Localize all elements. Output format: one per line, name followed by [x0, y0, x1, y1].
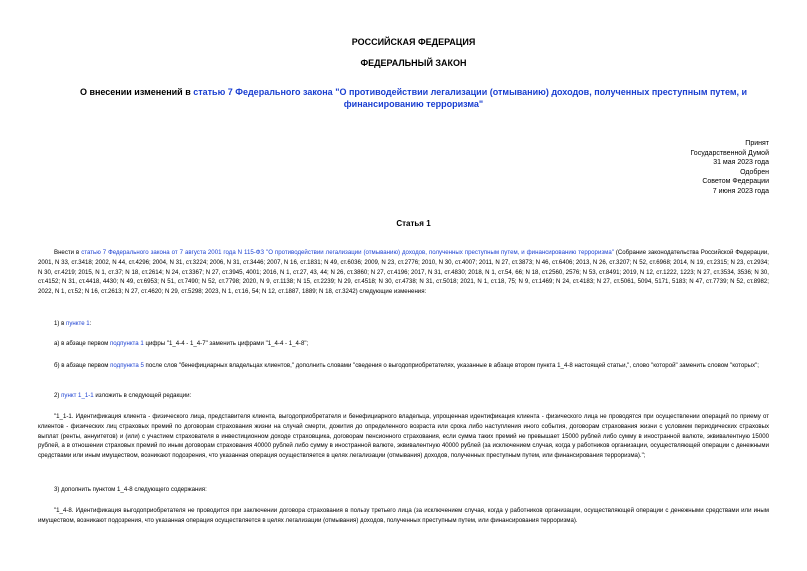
law-title	[60, 86, 767, 110]
adoption-line: Одобрен	[740, 168, 769, 176]
law-title-prefix: О внесении изменений в	[79, 87, 194, 97]
quote-1-4-8: "1_4-8. Идентификация выгодоприобретателя не проводится при заключении договора страхования в пользу третьего лица (за исключением случая, когда у работников организации, осуществляющей операции с денежными средствами или иным имуществом, возникают подозрения, что указанная операция осуществляется в целях легализации (отмывания) доходов, полученных преступным путем, или финансирования терроризма).	[38, 507, 769, 524]
item-1a-prefix: а) в абзаце первом	[54, 340, 110, 347]
item-1-suffix: :	[89, 320, 92, 327]
intro-law-link[interactable]: статью 7 Федерального закона от 7 августа 2001 года N 115-ФЗ "О противодействии легализации (отмыванию) доходов, полученных преступным путем, и финансированию терроризма"	[81, 249, 614, 256]
item-1	[54, 320, 91, 327]
adoption-line: 31 мая 2023 года	[713, 159, 769, 166]
item-2-suffix: изложить в следующей редакции:	[93, 392, 192, 399]
law-title-link[interactable]: статью 7 Федерального закона "О противодействии легализации (отмыванию) доходов, полученных преступным путем, и финансированию терроризма"	[193, 87, 748, 109]
doc-type-heading: ФЕДЕРАЛЬНЫЙ ЗАКОН	[360, 58, 467, 68]
item-1b-suffix: после слов "бенефициарных владельцах клиентов," дополнить словами "сведения о выгодоприобретателях, указанные в абзаце втором пункта 1_4-8 настоящей статьи,", слово "которой" заменить словом "которых";	[143, 362, 759, 369]
item-2-link[interactable]: пункт 1_1-1	[61, 392, 94, 399]
adoption-line: Советом Федерации	[702, 178, 769, 185]
country-heading: РОССИЙСКАЯ ФЕДЕРАЦИЯ	[351, 37, 476, 47]
intro-paragraph	[38, 248, 769, 297]
adoption-block	[609, 139, 769, 196]
item-1b-link[interactable]: подпункта 5	[110, 362, 144, 369]
item-2-prefix: 2)	[54, 392, 62, 399]
item-1b-prefix: б) в абзаце первом	[54, 362, 111, 369]
article-heading: Статья 1	[396, 219, 431, 228]
item-2	[54, 392, 191, 399]
quote-1-1: "1_1-1. Идентификация клиента - физического лица, представителя клиента, выгодоприобретателя и бенефициарного владельца, упрощенная идентификация клиента - физического лица не проводятся при осуществлении операций по приему от клиентов - физических лиц страховых премий по договорам страхования жизни на случай смерти, дожития до определенного возраста или срока либо наступления иного события, договорам страхования жизни с условием периодических страховых выплат (ренты, аннуитетов) и (или) с участием страхователя в инвестиционном доходе страховщика, договорам пенсионного страхования, если сумма таких премий не превышает 15000 рублей либо сумму в иностранной валюте, эквивалентную 15000 рублей, а в отношении страховых премий по иным договорам страхования 40000 рублей либо сумму в иностранной валюте, эквивалентную 40000 рублей (за исключением случая, когда у работников организации, осуществляющей операции с денежными средствами или иным имуществом, возникают подозрения, что указанная операция осуществляется в целях легализации (отмывания) доходов, полученных преступным путем, или финансирования терроризма).";	[38, 413, 769, 460]
adoption-line: Принят	[745, 140, 769, 147]
item-1a	[54, 340, 308, 347]
item-1b	[38, 361, 769, 371]
item-3: 3) дополнить пунктом 1_4-8 следующего содержания:	[54, 486, 207, 493]
item-1a-link[interactable]: подпункта 1	[110, 340, 144, 347]
item-1-link[interactable]: пункте 1	[66, 320, 90, 327]
intro-citation: (Собрание законодательства Российской Федерации, 2001, N 33, ст.3418; 2002, N 44, ст.4296; 2004, N 31, ст.3224; 2006, N 31, ст.3446; 2007, N 16, ст.1831; N 49, ст.6036; 2009, N 23, ст.2776; 2010, N 30, ст.4007; 2011, N 27, ст.3873; N 46, ст.6406; 2013, N 26, ст.3207; N 52, ст.6968; 2014, N 19, ст.2315; N 23, ст.2934; N 30, ст.4219; 2015, N 1, ст.37; N 18, ст.2614; N 24, ст.3367; N 27, ст.3945, 4001; 2016, N 1, ст.27, 43, 44; N 26, ст.3860; N 27, ст.4196; 2017, N 31, ст.4830; 2018, N 1, ст.54, 66; N 18, ст.2560, 2576; N 53, ст.8491; 2019, N 12, ст.1222, 1223; N 27, ст.3534, 3536; N 30, ст.4152; N 31, ст.4418, 4430; N 49, ст.6953; N 51, ст.7490; N 52, ст.7798; 2020, N 9, ст.1138; N 15, ст.2239; N 29, ст.4518; N 30, ст.4738; N 31, ст.5018; 2021, N 1, ст.18, 75; N 9, ст.1469; N 24, ст.4183; N 27, ст.5061, 5094, 5171, 5183; N 47, ст.7739; N 52, ст.8982; 2022, N 1, ст.52; N 16, ст.2613; N 27, ст.4620; N 29, ст.5298; 2023, N 1, ст.16, 54; N 12, ст.1887, 1889; N 18, ст.3242) следующие изменения:	[38, 249, 769, 296]
item-1-prefix: 1) в	[54, 320, 67, 327]
intro-prefix: Внести в	[54, 249, 82, 256]
item-1a-suffix: цифры "1_4-4 - 1_4-7" заменить цифрами "1_4-4 - 1_4-8";	[143, 340, 309, 347]
adoption-line: 7 июня 2023 года	[712, 187, 769, 195]
adoption-line: Государственной Думой	[690, 149, 769, 157]
